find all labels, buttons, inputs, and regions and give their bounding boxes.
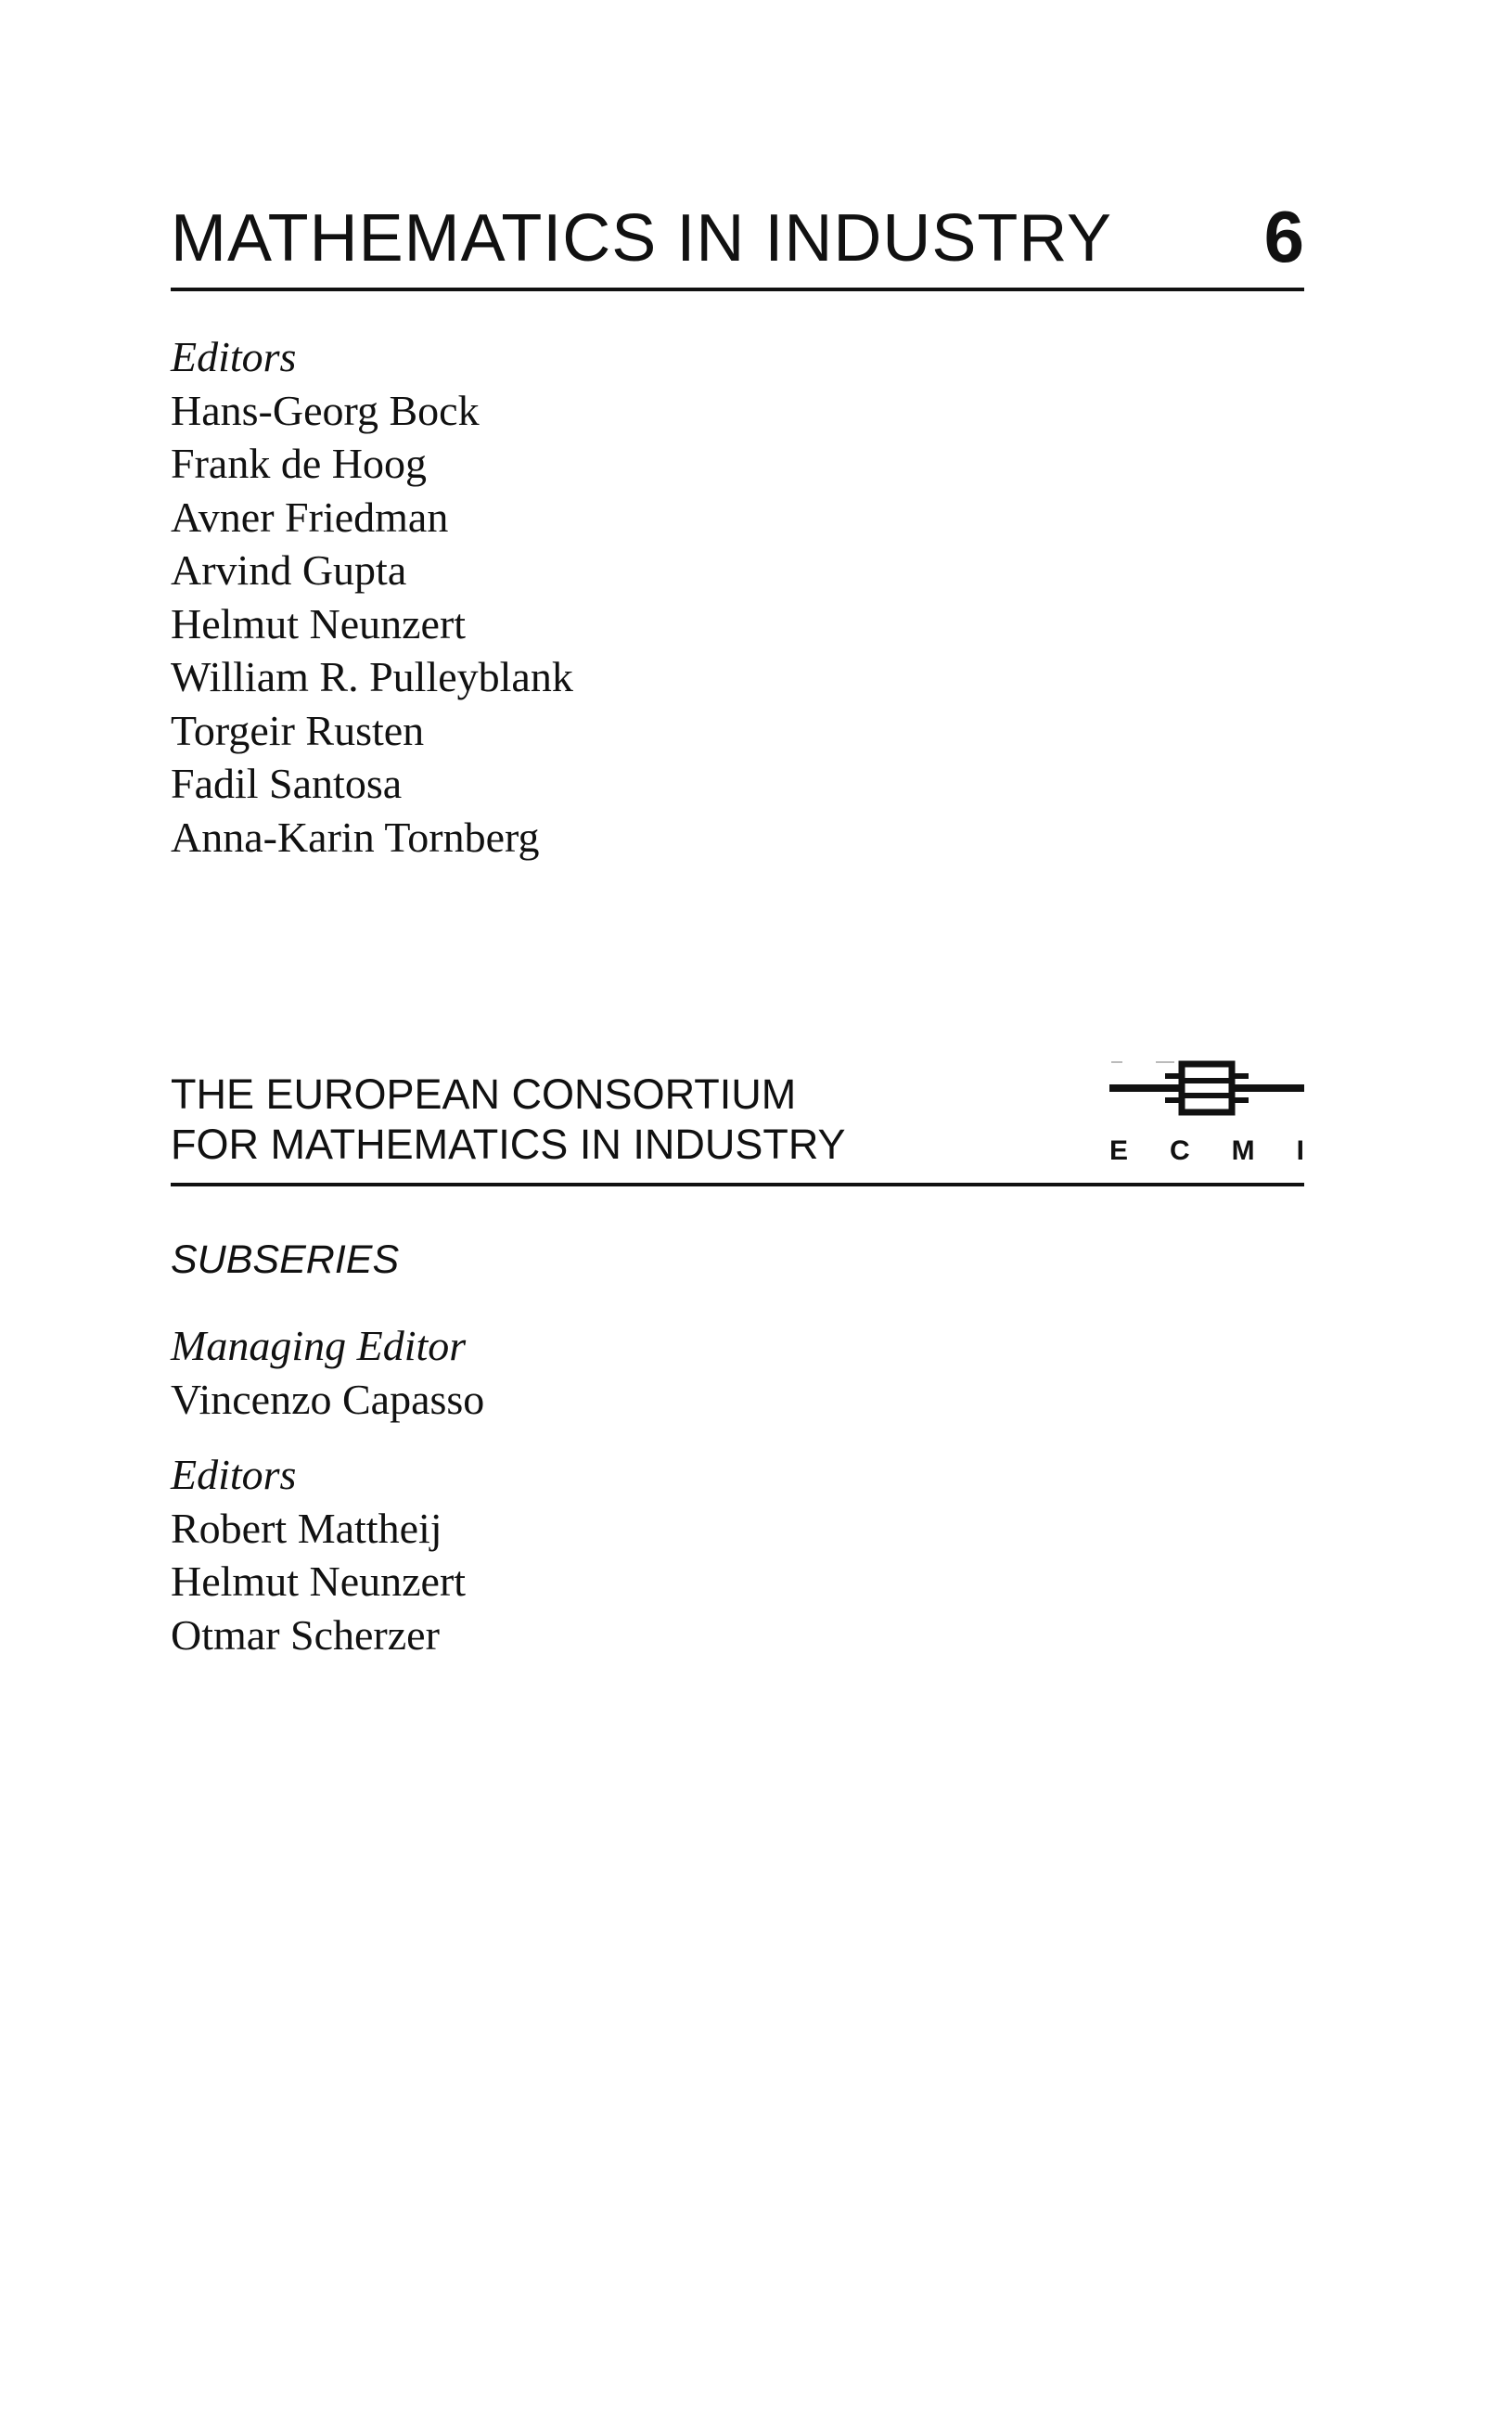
editor-name: Anna-Karin Tornberg [171,813,540,861]
editor-name: Arvind Gupta [171,546,407,594]
ecmi-header [171,1025,1304,1186]
subseries-editor-name: Robert Mattheij [171,1504,442,1552]
ecmi-name-line-1: THE EUROPEAN CONSORTIUM [171,1070,797,1118]
editor-name: Helmut Neunzert [171,599,467,647]
subseries-editors-list [171,1448,466,1661]
subseries-editor-name: Helmut Neunzert [171,1558,467,1605]
ecmi-logo-letter: C [1170,1135,1190,1166]
managing-editor-list [171,1319,484,1426]
ecmi-logo-letter: E [1109,1135,1129,1166]
editor-name: Hans-Georg Bock [171,386,480,434]
editor-name: Frank de Hoog [171,440,427,487]
ecmi-logo-letter: I [1296,1135,1304,1166]
managing-editor-name: Vincenzo Capasso [171,1375,485,1423]
editors-heading: Editors [171,333,297,380]
ecmi-logo-letters [1109,1134,1304,1168]
ecmi-name-line-2: FOR MATHEMATICS IN INDUSTRY [171,1121,846,1168]
editor-name: Torgeir Rusten [171,706,425,754]
subseries-editors-heading: Editors [171,1451,297,1498]
editors-list [171,330,573,864]
ecmi-logo-letter: M [1231,1135,1255,1166]
series-title: MATHEMATICS IN INDUSTRY [171,201,1113,276]
subseries-label: SUBSERIES [171,1237,400,1282]
editor-name: Fadil Santosa [171,760,403,807]
subseries-editor-name: Otmar Scherzer [171,1610,440,1659]
editor-name: Avner Friedman [171,493,449,541]
managing-editor-heading: Managing Editor [171,1322,467,1369]
series-header [171,191,1304,291]
series-volume-number: 6 [1263,196,1304,277]
editor-name: William R. Pulleyblank [171,653,573,700]
